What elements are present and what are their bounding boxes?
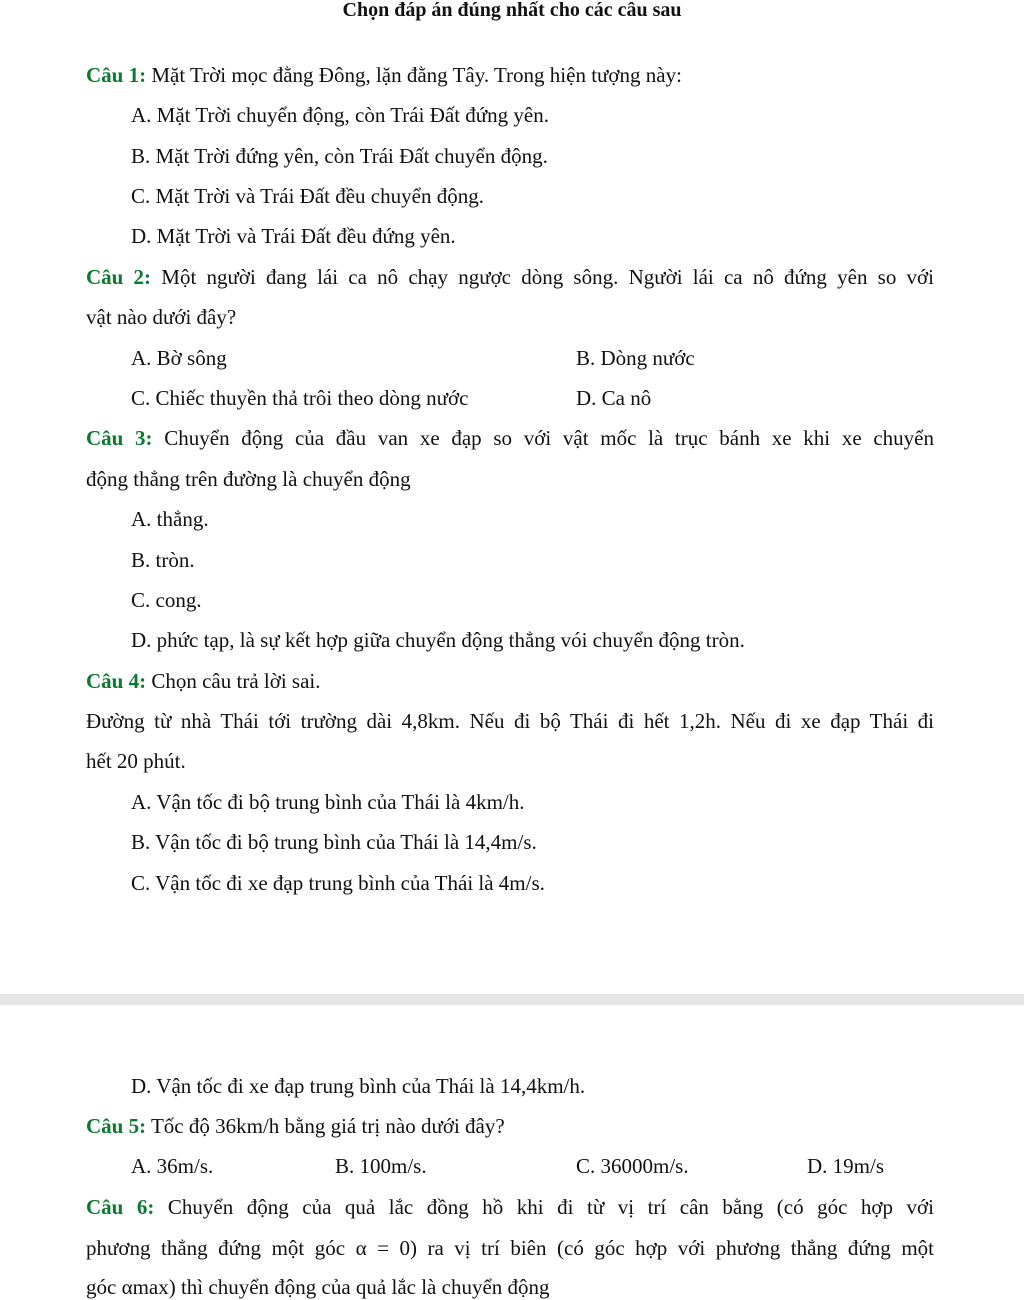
question-3-option-b: B. tròn. [131,548,195,572]
question-3-option-a: A. thẳng. [131,507,209,531]
question-6 [86,1194,934,1220]
question-2-option-a: A. Bờ sông [131,346,227,370]
question-5-option-c: C. 36000m/s. [576,1154,689,1178]
question-5-option-b: B. 100m/s. [335,1154,427,1178]
question-1-label: Câu 1: [86,63,147,87]
question-3-label: Câu 3: [86,426,153,450]
question-3-text-line-1: Chuyển động của đầu van xe đạp so với vật mốc là trục bánh xe khi xe chuyển [152,426,935,450]
question-5 [86,1113,505,1139]
question-5-label: Câu 5: [86,1114,147,1138]
question-4-paragraph-line-1: Đường từ nhà Thái tới trường dài 4,8km. Nếu đi bộ Thái đi hết 1,2h. Nếu đi xe đạp Thái đi [86,709,934,733]
question-4-option-c: C. Vận tốc đi xe đạp trung bình của Thái là 4m/s. [131,871,545,895]
question-4-option-a: A. Vận tốc đi bộ trung bình của Thái là 4km/h. [131,790,525,814]
question-2 [86,264,934,290]
question-6-text-line-3: góc αmax) thì chuyển động của quả lắc là chuyển động [86,1275,550,1299]
question-4-label: Câu 4: [86,669,147,693]
question-3-option-c: C. cong. [131,588,202,612]
question-2-label: Câu 2: [86,265,152,289]
question-2-text-line-2: vật nào dưới đây? [86,305,237,329]
question-2-text-line-1: Một người đang lái ca nô chạy ngược dòng sông. Người lái ca nô đứng yên so với [151,265,934,289]
question-1 [86,62,682,88]
page-divider [0,994,1024,1005]
question-3-option-d: D. phức tạp, là sự kết hợp giữa chuyển động thẳng vói chuyển động tròn. [131,628,745,652]
question-5-option-a: A. 36m/s. [131,1154,214,1178]
question-3-text-line-2: động thẳng trên đường là chuyển động [86,467,411,491]
question-4-option-d: D. Vận tốc đi xe đạp trung bình của Thái là 14,4km/h. [131,1074,586,1098]
question-4-paragraph-line-2: hết 20 phút. [86,749,186,773]
question-4-option-b: B. Vận tốc đi bộ trung bình của Thái là 14,4m/s. [131,830,537,854]
page-title: Chọn đáp án đúng nhất cho các câu sau [342,0,682,21]
question-1-option-c: C. Mặt Trời và Trái Đất đều chuyển động. [131,184,484,208]
question-6-label: Câu 6: [86,1195,155,1219]
question-1-option-d: D. Mặt Trời và Trái Đất đều đứng yên. [131,224,456,248]
question-1-option-a: A. Mặt Trời chuyển động, còn Trái Đất đứng yên. [131,103,549,127]
question-2-option-c: C. Chiếc thuyền thả trôi theo dòng nước [131,386,469,410]
question-4-text: Chọn câu trả lời sai. [146,669,321,693]
question-3 [86,425,934,451]
question-1-text: Mặt Trời mọc đằng Đông, lặn đằng Tây. Trong hiện tượng này: [146,63,682,87]
question-6-text-line-1: Chuyển động của quả lắc đồng hồ khi đi từ vị trí cân bằng (có góc hợp với [154,1195,934,1219]
question-2-option-b: B. Dòng nước [576,346,695,370]
question-6-text-line-3-clipped [86,1262,550,1299]
question-5-option-d: D. 19m/s [807,1154,885,1178]
question-5-text: Tốc độ 36km/h bằng giá trị nào dưới đây? [146,1114,505,1138]
question-1-option-b: B. Mặt Trời đứng yên, còn Trái Đất chuyển động. [131,144,548,168]
question-6-text-line-2: phương thẳng đứng một góc α = 0) ra vị trí biên (có góc hợp với phương thẳng đứng một [86,1236,934,1260]
question-4 [86,668,321,694]
question-2-option-d: D. Ca nô [576,386,652,410]
